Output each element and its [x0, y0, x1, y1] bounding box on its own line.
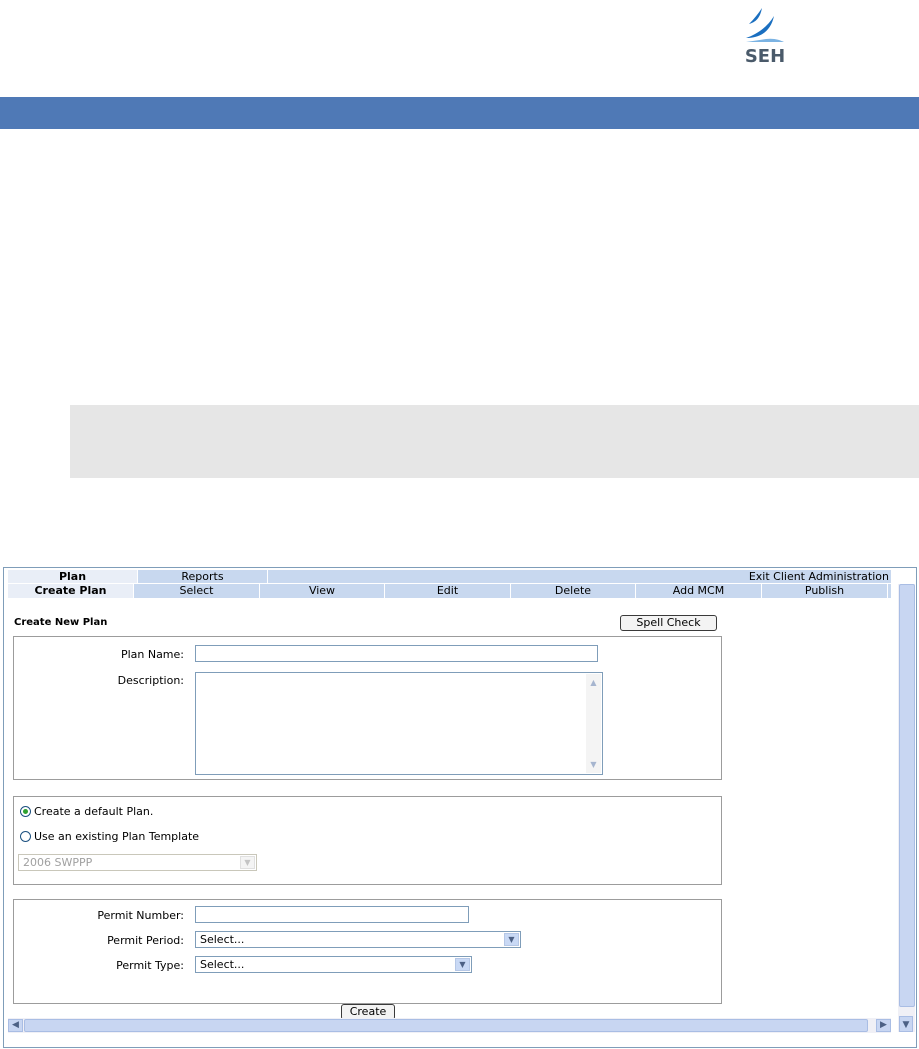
create-button[interactable]: Create: [341, 1004, 395, 1020]
radio-template-row[interactable]: [20, 830, 199, 843]
plan-type-panel: [13, 796, 722, 885]
permit-panel: [13, 899, 722, 1004]
plan-details-panel: [13, 636, 722, 780]
radio-plan-template[interactable]: [20, 831, 31, 842]
scroll-right-icon[interactable]: ▶: [876, 1019, 891, 1032]
scroll-down-icon[interactable]: ▼: [899, 1016, 913, 1032]
chevron-down-icon: ▼: [504, 933, 519, 946]
tab-reports[interactable]: Reports: [138, 570, 268, 583]
scroll-down-icon[interactable]: ▼: [590, 760, 597, 769]
seh-wave-icon: [740, 6, 790, 46]
radio-default-plan[interactable]: [20, 806, 31, 817]
app-frame: [3, 567, 917, 1048]
chevron-down-icon: ▼: [455, 958, 470, 971]
vertical-scrollbar[interactable]: [898, 584, 915, 1032]
subtab-edit[interactable]: Edit: [385, 584, 511, 598]
description-textarea[interactable]: [195, 672, 603, 775]
scroll-up-icon[interactable]: ▲: [590, 678, 597, 687]
plan-template-value: 2006 SWPPP: [23, 856, 93, 869]
header-bar: [0, 97, 919, 129]
permit-type-select[interactable]: [195, 956, 472, 973]
form-title: Create New Plan: [14, 617, 108, 628]
exit-client-admin-link[interactable]: Exit Client Administration: [748, 570, 889, 583]
radio-plan-template-label: Use an existing Plan Template: [34, 830, 200, 843]
app-viewport: [8, 568, 891, 1033]
description-label: Description:: [117, 674, 184, 687]
main-tab-row: [8, 570, 891, 583]
permit-type-label: Permit Type:: [116, 959, 184, 972]
subtab-publish[interactable]: Publish: [762, 584, 888, 598]
sub-tab-row: [8, 584, 891, 599]
permit-number-label: Permit Number:: [97, 909, 184, 922]
permit-type-value: Select...: [200, 958, 245, 971]
seh-logo: [740, 6, 790, 68]
radio-default-plan-label: Create a default Plan.: [34, 805, 154, 818]
scroll-left-icon[interactable]: ◀: [8, 1019, 23, 1032]
permit-period-value: Select...: [200, 933, 245, 946]
logo-text: SEH: [744, 46, 786, 67]
radio-default-plan-row[interactable]: [20, 805, 153, 818]
horizontal-scroll-thumb[interactable]: [24, 1019, 868, 1032]
vertical-scroll-thumb[interactable]: [899, 584, 915, 1007]
tab-plan[interactable]: Plan: [8, 570, 138, 583]
permit-number-input[interactable]: [195, 906, 469, 923]
plan-template-select[interactable]: [18, 854, 257, 871]
chevron-down-icon: ▼: [240, 856, 255, 869]
gray-banner: [70, 405, 919, 478]
description-scrollbar[interactable]: [586, 674, 601, 773]
permit-period-select[interactable]: [195, 931, 521, 948]
plan-name-label: Plan Name:: [120, 648, 184, 661]
subtab-view[interactable]: View: [260, 584, 385, 598]
subtab-create-plan[interactable]: Create Plan: [8, 584, 134, 598]
subtab-select[interactable]: Select: [134, 584, 260, 598]
spell-check-button[interactable]: Spell Check: [620, 615, 717, 631]
horizontal-scrollbar[interactable]: [8, 1018, 891, 1033]
plan-name-input[interactable]: [195, 645, 598, 662]
subtab-add-mcm[interactable]: Add MCM: [636, 584, 762, 598]
permit-period-label: Permit Period:: [107, 934, 184, 947]
subtab-delete[interactable]: Delete: [511, 584, 636, 598]
